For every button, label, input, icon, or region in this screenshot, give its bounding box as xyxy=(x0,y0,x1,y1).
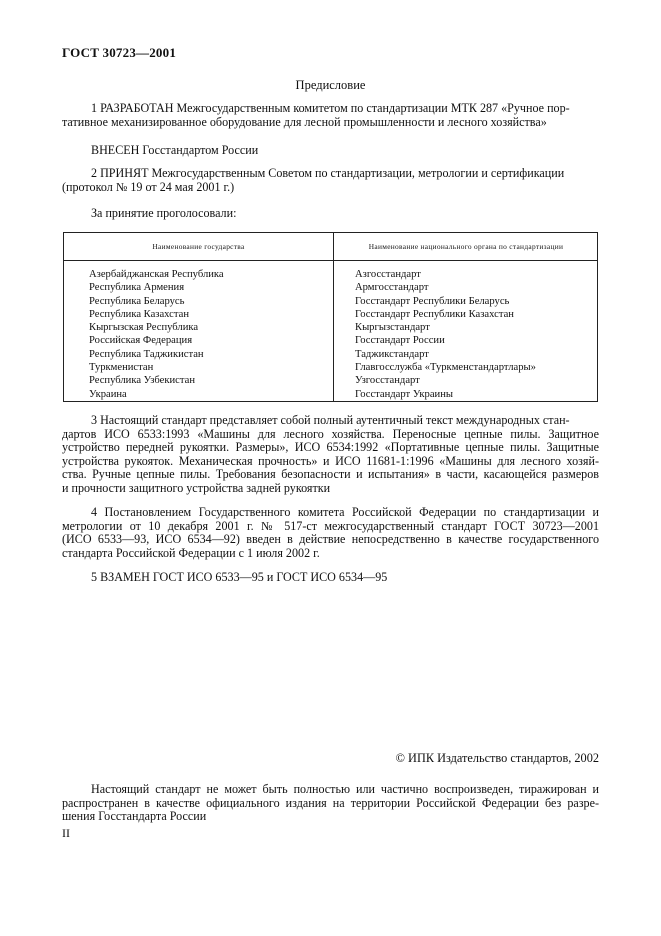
state-cell: Республика Узбекистан xyxy=(89,375,196,387)
body-cell: Таджикстандарт xyxy=(355,348,429,360)
state-cell: Украина xyxy=(89,388,127,400)
table-header-body: Наименование национального органа по стандартизации xyxy=(368,242,564,251)
state-cell: Республика Таджикистан xyxy=(89,348,204,360)
item-2-line: 2 ПРИНЯТ Межгосударственным Советом по стандартизации, метрологии и сертификации xyxy=(91,166,565,180)
copyright-notice: © ИПК Издательство стандартов, 2002 xyxy=(395,751,599,765)
bodies-column xyxy=(355,268,536,401)
page-number: II xyxy=(62,826,70,840)
item-3-line: устройство передней рукоятки. Размеры», ИСО 6534:1992 «Портативные цепные пилы. Защитные xyxy=(62,440,599,455)
states-column xyxy=(89,268,224,401)
standard-code-header: ГОСТ 30723—2001 xyxy=(62,45,177,60)
body-cell: Госстандарт Украины xyxy=(355,388,453,400)
table-header-rule xyxy=(64,260,597,261)
body-cell: Госстандарт Республики Казахстан xyxy=(355,308,514,320)
item-4-line: стандарта Российской Федерации с 1 июля 2002 г. xyxy=(62,545,320,560)
item-2-adopted xyxy=(62,167,599,194)
item-5-replaces xyxy=(91,571,591,585)
item-1-line: 1 РАЗРАБОТАН Межгосударственным комитетом по стандартизации МТК 287 «Ручное пор- xyxy=(91,101,570,115)
introduced-text: ВНЕСЕН Госстандартом России xyxy=(91,143,259,157)
table-header-state: Наименование государства xyxy=(152,242,245,251)
item-3-line: дартов ИСО 6533:1993 «Машины для лесного хозяйства. Переносные цепные пилы. Защитное xyxy=(62,426,599,441)
introduced-by xyxy=(91,144,591,158)
body-cell: Армгосстандарт xyxy=(355,282,429,294)
item-3-line: и прочности защитного устройства задней рукоятки xyxy=(62,480,331,495)
item-3-line: ства. Ручные цепные пилы. Требования безопасности и испытания» в части, касающейся размеров xyxy=(62,467,599,482)
body-cell: Кыргызстандарт xyxy=(355,322,430,334)
voted-label xyxy=(91,207,491,221)
item-2-line: (протокол № 19 от 24 мая 2001 г.) xyxy=(62,179,235,194)
item-1-developed xyxy=(62,102,599,129)
item-4-resolution xyxy=(62,506,599,560)
state-cell: Туркменистан xyxy=(89,362,154,374)
body-cell: Госстандарт России xyxy=(355,335,445,347)
notice-line: распространен в качестве официального издания на территории Российской Федерации без разре- xyxy=(62,795,599,810)
state-cell: Российская Федерация xyxy=(89,335,193,347)
item-3-line: 3 Настоящий стандарт представляет собой полный аутентичный текст международных стан- xyxy=(91,413,570,427)
body-cell: Главгосслужба «Туркменстандартлары» xyxy=(355,362,536,374)
state-cell: Республика Армения xyxy=(89,282,185,294)
body-cell: Узгосстандарт xyxy=(355,375,420,387)
reproduction-notice xyxy=(62,783,599,824)
item-3-line: устройства рукояток. Механическая прочность» и ИСО 11681-1:1996 «Машины для лесного хозяй- xyxy=(62,453,599,468)
item-5-text: 5 ВЗАМЕН ГОСТ ИСО 6533—95 и ГОСТ ИСО 6534—95 xyxy=(91,570,388,584)
item-4-line: 4 Постановлением Государственного комитета Российской Федерации по стандартизации и xyxy=(91,505,599,519)
body-cell: Азгосстандарт xyxy=(355,269,421,280)
state-cell: Республика Беларусь xyxy=(89,295,185,307)
body-cell: Госстандарт Республики Беларусь xyxy=(355,295,510,307)
voted-text: За принятие проголосовали: xyxy=(91,206,237,220)
table-divider xyxy=(333,260,334,401)
voting-table xyxy=(63,232,598,402)
item-4-line: метрологии от 10 декабря 2001 г. № 517-ст межгосударственный стандарт ГОСТ 30723—2001 xyxy=(62,518,599,533)
item-4-line: (ИСО 6533—93, ИСО 6534—92) введен в действие непосредственно в качестве государственного xyxy=(62,532,599,547)
section-title: Предисловие xyxy=(295,78,366,92)
item-1-line: тативное механизированное оборудование для лесной промышленности и лесного хозяйства» xyxy=(62,114,547,129)
table-divider xyxy=(333,233,334,260)
state-cell: Республика Казахстан xyxy=(89,308,190,320)
notice-line: Настоящий стандарт не может быть полностью или частично воспроизведен, тиражирован и xyxy=(91,782,599,796)
notice-line: шения Госстандарта России xyxy=(62,809,207,824)
state-cell: Азербайджанская Республика xyxy=(89,269,224,280)
item-3-standard-text xyxy=(62,414,599,496)
state-cell: Кыргызская Республика xyxy=(89,322,199,334)
